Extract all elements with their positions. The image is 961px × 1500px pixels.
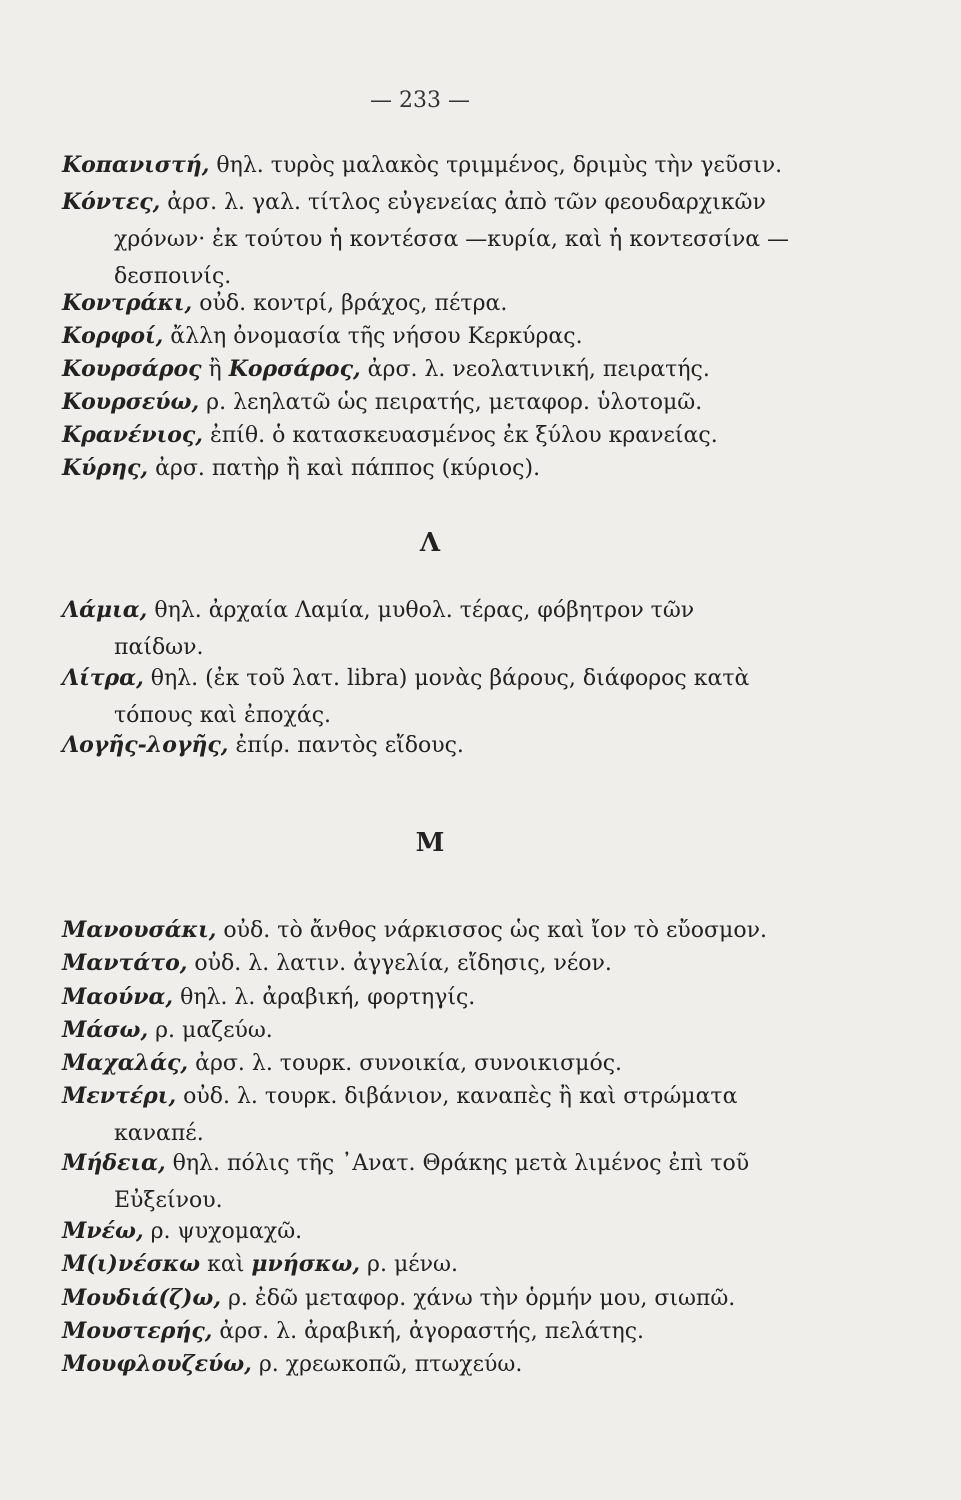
entry [62,660,807,734]
definition-continuation: δεσποινίς. [114,264,232,289]
entry [62,318,807,355]
definition: ρ. ἐδῶ μεταφορ. χάνω τὴν ὁρμήν μου, σιωπῶ. [221,1286,736,1311]
headword: Λάμια, [62,597,148,623]
entry [62,285,807,322]
headword: Μαντάτο, [62,950,188,976]
definition-continuation: καναπέ. [114,1121,204,1146]
headword: Μεντέρι, [62,1083,177,1109]
definition-continuation: τόπους καὶ ἐποχάς. [114,703,332,728]
definition: ἀρσ. λ. τουρκ. συνοικία, συνοικισμός. [188,1051,623,1076]
definition: ρ. μένω. [360,1252,458,1277]
definition: ἀρσ. λ. νεολατινική, πειρατής. [360,357,710,382]
definition: ρ. λεηλατῶ ὡς πειρατής, μεταφορ. ὑλοτομῶ. [199,390,703,415]
headword: Μνέω, [62,1218,144,1244]
definition: οὐδ. κοντρί, βράχος, πέτρα. [192,291,508,316]
headword: Κουρσεύω, [62,389,200,415]
definition: θηλ. πόλις τῆς ᾿Ανατ. Θράκης μετὰ λιμένος ἐπὶ τοῦ [165,1151,750,1176]
headword: Κύρης, [62,455,149,481]
entry [62,184,807,295]
entry [62,351,807,388]
definition: οὐδ. λ. τουρκ. διβάνιον, καναπὲς ἢ καὶ στρώματα [176,1084,738,1109]
entry [62,1078,807,1152]
headword: Κρανένιος, [62,422,203,448]
headword: Κοπανιστή, [62,152,210,178]
definition: ρ. ψυχομαχῶ. [143,1219,303,1244]
headword: Λογῆς-λογῆς, [62,732,229,758]
headword: Μάσω, [62,1017,149,1043]
entry [62,945,807,982]
headword: Μουφλουζεύω, [62,1351,252,1377]
entry [62,1346,807,1383]
entry [62,450,807,487]
entry [62,979,807,1016]
entry [62,1313,807,1350]
headword: Μουστερής, [62,1318,213,1344]
definition: ρ. μαζεύω. [148,1018,273,1043]
headword: Μαούνα, [62,984,174,1010]
section-letter-lambda: Λ [419,528,441,558]
definition: οὐδ. τὸ ἄνθος νάρκισσος ὡς καὶ ἴον τὸ εὔοσμον. [216,918,767,943]
entry [62,1280,807,1317]
connector: καὶ [200,1252,252,1277]
headword: Μήδεια, [62,1150,166,1176]
entry [62,417,807,454]
definition: ἐπίθ. ὁ κατασκευασμένος ἐκ ξύλου κρανείας. [202,423,718,448]
headword: Μουδιά(ζ)ω, [62,1285,221,1311]
headword-variant: Κορσάρος, [228,356,361,382]
headword: Μ(ι)νέσκω [62,1251,201,1277]
headword: Κοντράκι, [62,290,193,316]
headword: Λίτρα, [62,665,144,691]
definition: θηλ. λ. ἀραβική, φορτηγίς. [173,985,476,1010]
headword: Μανουσάκι, [62,917,217,943]
connector: ἢ [201,357,229,382]
definition: ἀρσ. λ. ἀραβική, ἀγοραστής, πελάτης. [212,1319,645,1344]
headword-variant: μνήσκω, [251,1251,361,1277]
definition: θηλ. (ἐκ τοῦ λατ. libra) μονὰς βάρους, διάφορος κατὰ [143,666,750,691]
entry [62,1213,807,1250]
entry [62,384,807,421]
entry [62,147,807,184]
headword: Κουρσάρος [62,356,202,382]
page-number: — 233 — [370,88,470,113]
entry [62,1145,807,1219]
definition: θηλ. ἀρχαία Λαμία, μυθολ. τέρας, φόβητρον τῶν [147,598,695,623]
headword: Μαχαλάς, [62,1050,189,1076]
definition-continuation: χρόνων· ἐκ τούτου ἡ κοντέσσα —κυρία, καὶ ἡ κοντεσσίνα — [114,227,790,252]
definition: οὐδ. λ. λατιν. ἀγγελία, εἴδησις, νέον. [187,951,612,976]
definition: θηλ. τυρὸς μαλακὸς τριμμένος, δριμὺς τὴν γεῦσιν. [209,153,783,178]
definition: ἄλλη ὀνομασία τῆς νήσου Κερκύρας. [163,324,583,349]
entry [62,1045,807,1082]
entry [62,727,807,764]
definition-continuation: παίδων. [114,635,204,660]
definition: ρ. χρεωκοπῶ, πτωχεύω. [251,1352,523,1377]
definition: ἀρσ. λ. γαλ. τίτλος εὐγενείας ἀπὸ τῶν φεουδαρχικῶν [160,190,766,215]
definition-continuation: Εὐξείνου. [114,1188,223,1213]
entry [62,1246,807,1283]
headword: Κορφοί, [62,323,164,349]
headword: Κόντες, [62,189,161,215]
section-letter-mu: Μ [415,828,445,858]
definition: ἀρσ. πατὴρ ἢ καὶ πάππος (κύριος). [148,456,541,481]
definition: ἐπίρ. παντὸς εἴδους. [228,733,464,758]
entry [62,1012,807,1049]
entry [62,592,807,666]
entry [62,912,807,949]
